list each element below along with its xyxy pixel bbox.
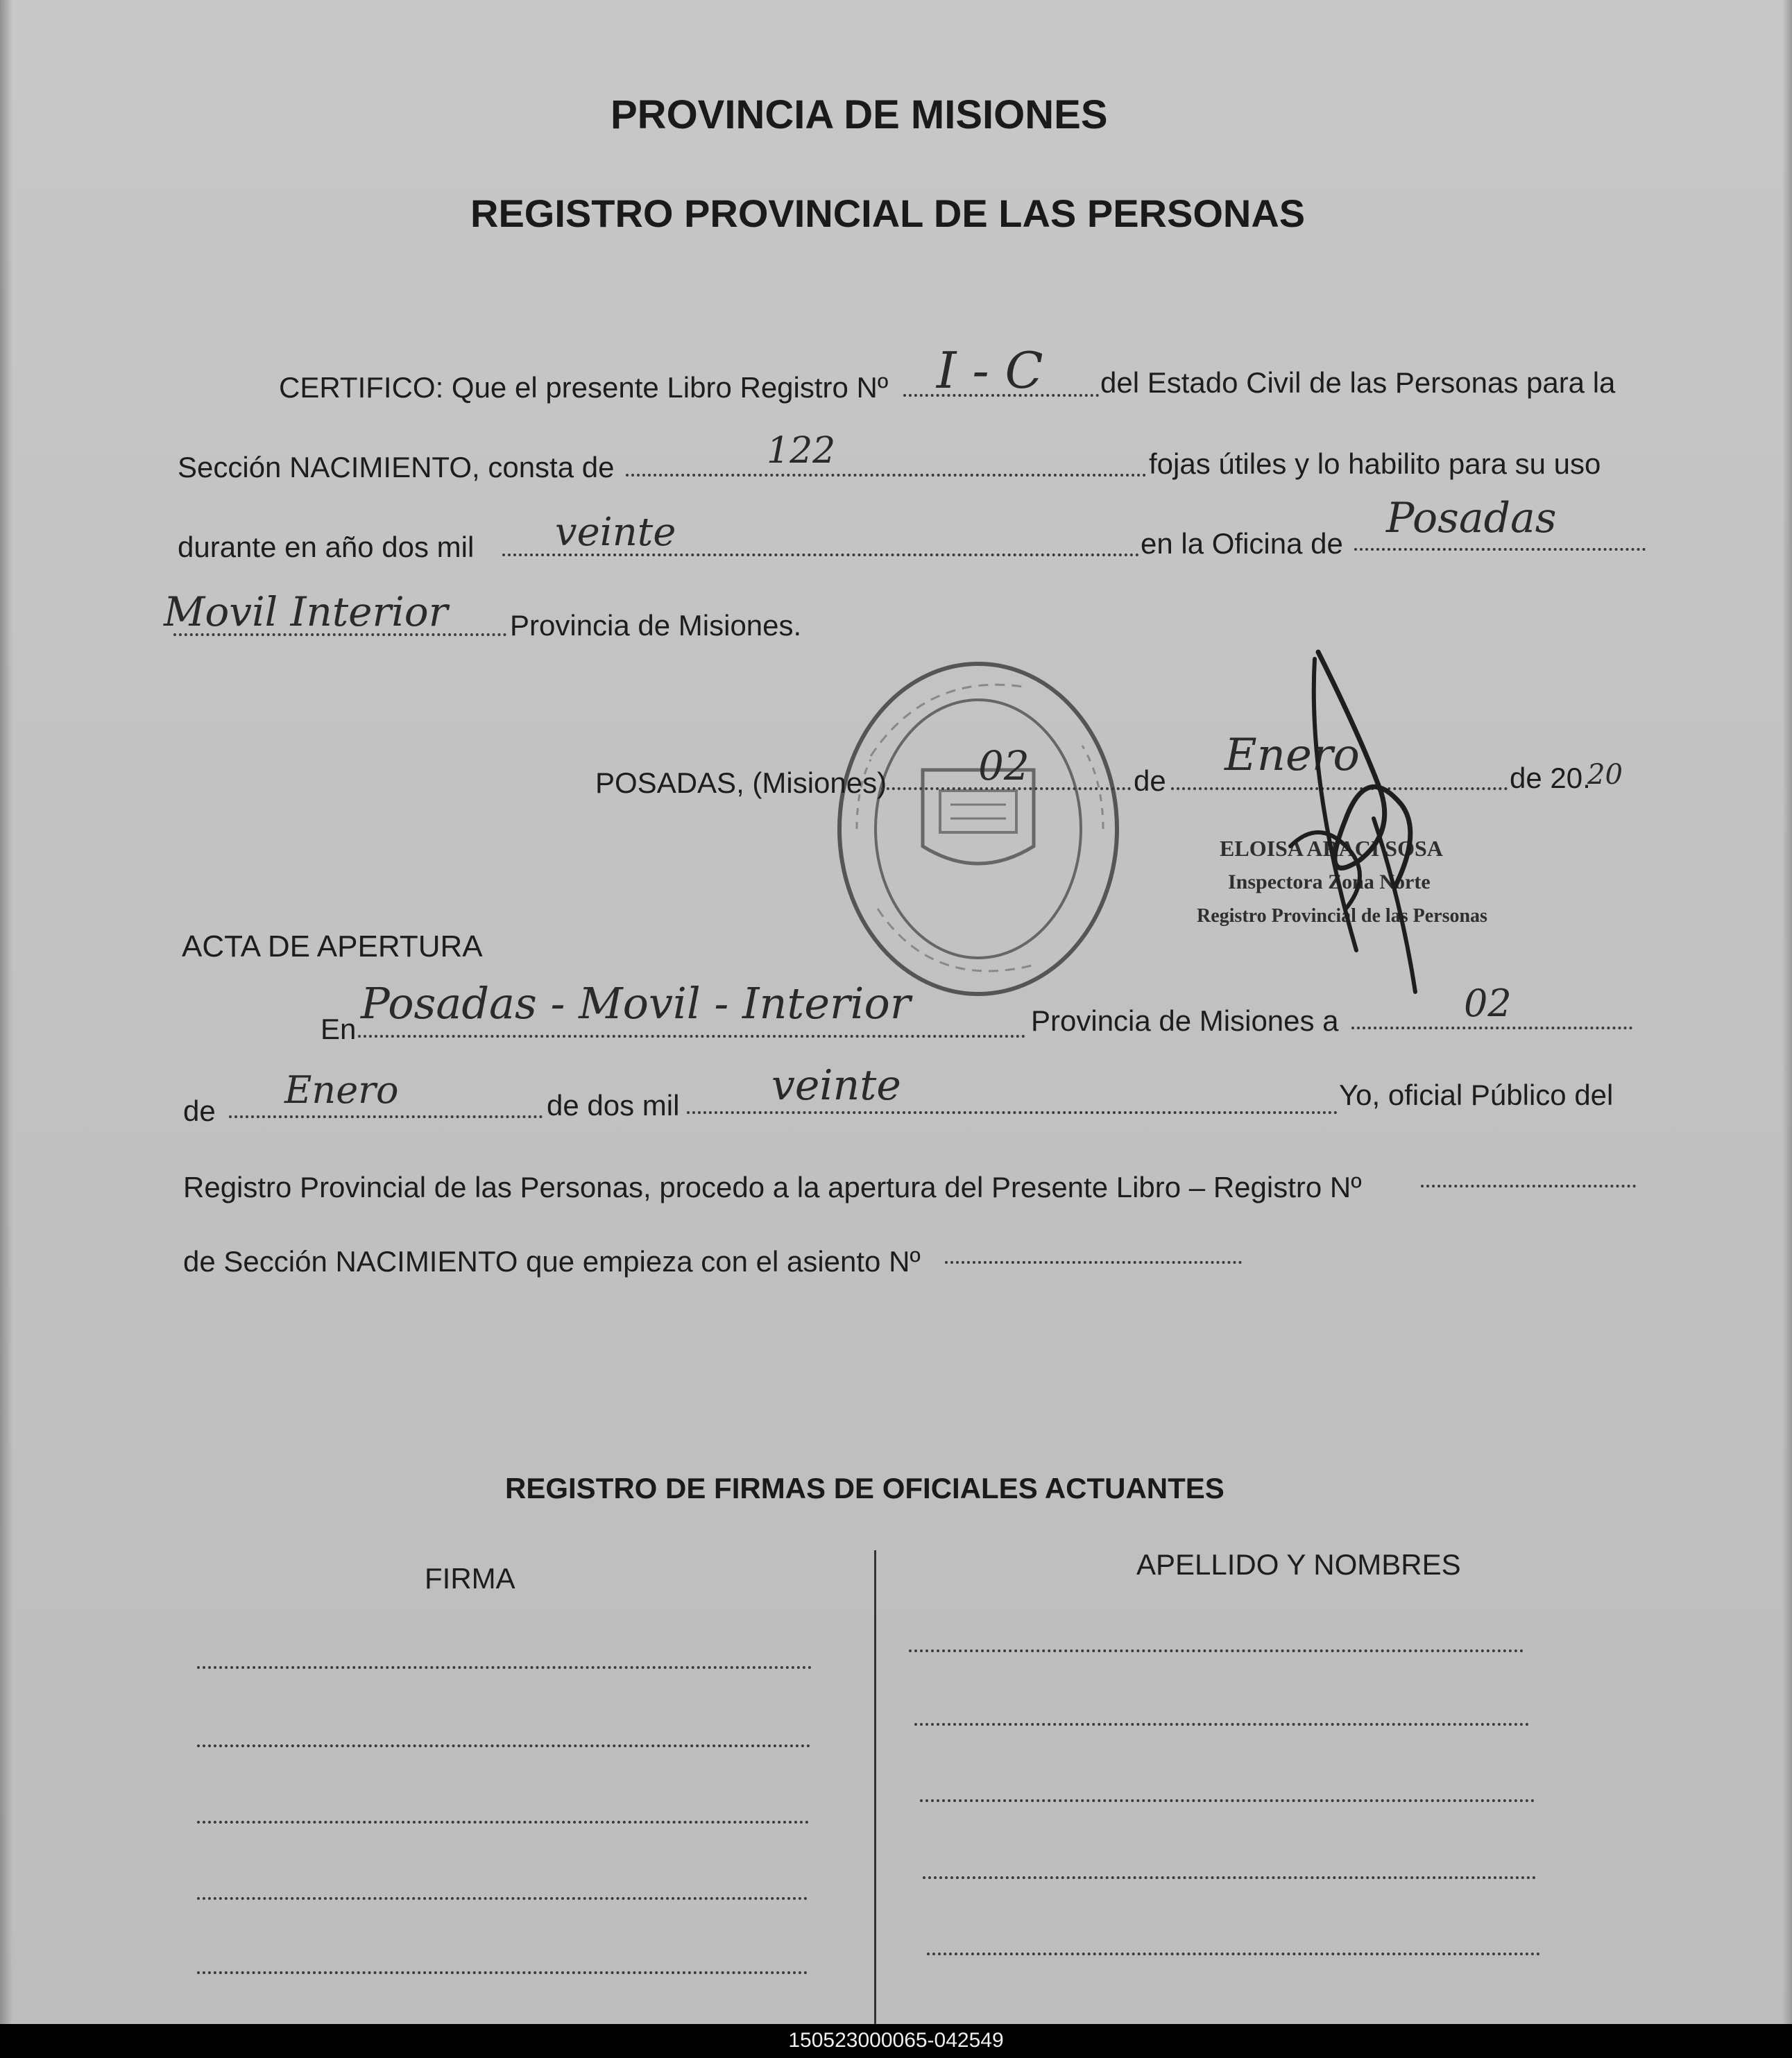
handwritten-year-word: veinte — [555, 510, 676, 555]
acta-l1-mid: Provincia de Misiones a — [1031, 1004, 1339, 1037]
dotted-blank — [1421, 1185, 1636, 1187]
acta-l2-start: de — [183, 1095, 216, 1127]
stamp-inspector-role: Inspectora Zona Norte — [1228, 871, 1431, 893]
certificate-line1-end: del Estado Civil de las Personas para la — [1100, 366, 1616, 399]
certificate-line4-end: Provincia de Misiones. — [510, 609, 802, 642]
dotted-blank — [687, 1111, 1338, 1114]
dotted-blank — [1354, 548, 1646, 551]
dotted-blank — [1351, 1027, 1632, 1029]
document-title: PROVINCIA DE MISIONES — [611, 92, 1108, 137]
column-header-apellido-nombres: APELLIDO Y NOMBRES — [1136, 1548, 1461, 1581]
date-year-prefix: de 20. — [1510, 762, 1591, 794]
signature-blank-line — [197, 1744, 810, 1747]
footer-document-id: 150523000065-042549 — [788, 2029, 1004, 2052]
handwritten-office-detail: Movil Interior — [164, 588, 448, 635]
signature-registry-title: REGISTRO DE FIRMAS DE OFICIALES ACTUANTES — [505, 1472, 1224, 1504]
certificate-line3-mid: en la Oficina de — [1141, 527, 1343, 560]
acta-l2-mid: de dos mil — [547, 1089, 680, 1122]
handwritten-acta-month: Enero — [284, 1068, 399, 1112]
name-blank-line — [909, 1649, 1524, 1652]
certificate-line2-end: fojas útiles y lo habilito para su uso — [1149, 447, 1601, 480]
handwritten-office: Posadas — [1386, 494, 1557, 542]
name-blank-line — [927, 1953, 1540, 1955]
dotted-blank — [945, 1261, 1242, 1264]
acta-l1-start: En — [321, 1013, 357, 1045]
dotted-blank — [626, 474, 1146, 477]
handwritten-acta-day: 02 — [1464, 981, 1512, 1025]
acta-title: ACTA DE APERTURA — [182, 929, 483, 963]
certificate-line3-start: durante en año dos mil — [178, 531, 475, 563]
signature-blank-line — [197, 1666, 812, 1669]
signature-blank-line — [197, 1821, 809, 1824]
date-de: de — [1134, 764, 1166, 797]
dotted-blank — [358, 1035, 1025, 1038]
handwritten-month: Enero — [1224, 730, 1360, 781]
date-place: POSADAS, (Misiones) — [595, 766, 887, 799]
certificate-line2-start: Sección NACIMIENTO, consta de — [178, 451, 615, 483]
stamp-inspector-name: ELOISA ARACI SOSA — [1220, 836, 1443, 861]
handwritten-day: 02 — [978, 742, 1030, 789]
certificate-line1-start: CERTIFICO: Que el presente Libro Registro Nº — [279, 371, 889, 404]
name-blank-line — [923, 1876, 1536, 1879]
name-blank-line — [914, 1723, 1529, 1726]
document-subtitle: REGISTRO PROVINCIAL DE LAS PERSONAS — [470, 191, 1306, 235]
dotted-blank — [229, 1115, 543, 1118]
acta-l3: Registro Provincial de las Personas, procedo a la apertura del Presente Libro – Registro Nº — [183, 1171, 1362, 1203]
handwritten-year-digits: 20 — [1587, 759, 1623, 791]
stamp-inspector-office: Registro Provincial de las Personas — [1197, 905, 1487, 927]
signature-blank-line — [197, 1971, 808, 1974]
handwritten-acta-year: veinte — [771, 1061, 901, 1110]
acta-l2-end: Yo, oficial Público del — [1339, 1079, 1614, 1111]
handwritten-pages: 122 — [767, 430, 836, 472]
acta-l4: de Sección NACIMIENTO que empieza con el asiento Nº — [183, 1245, 921, 1278]
official-seal — [836, 659, 1141, 999]
signature-blank-line — [197, 1897, 808, 1900]
handwritten-acta-place: Posadas - Movil - Interior — [361, 978, 911, 1029]
name-blank-line — [920, 1799, 1535, 1802]
handwritten-book-number: I - C — [937, 341, 1043, 400]
handwritten-signature — [1249, 638, 1443, 999]
column-header-firma: FIRMA — [425, 1562, 515, 1595]
column-divider — [874, 1550, 876, 2024]
